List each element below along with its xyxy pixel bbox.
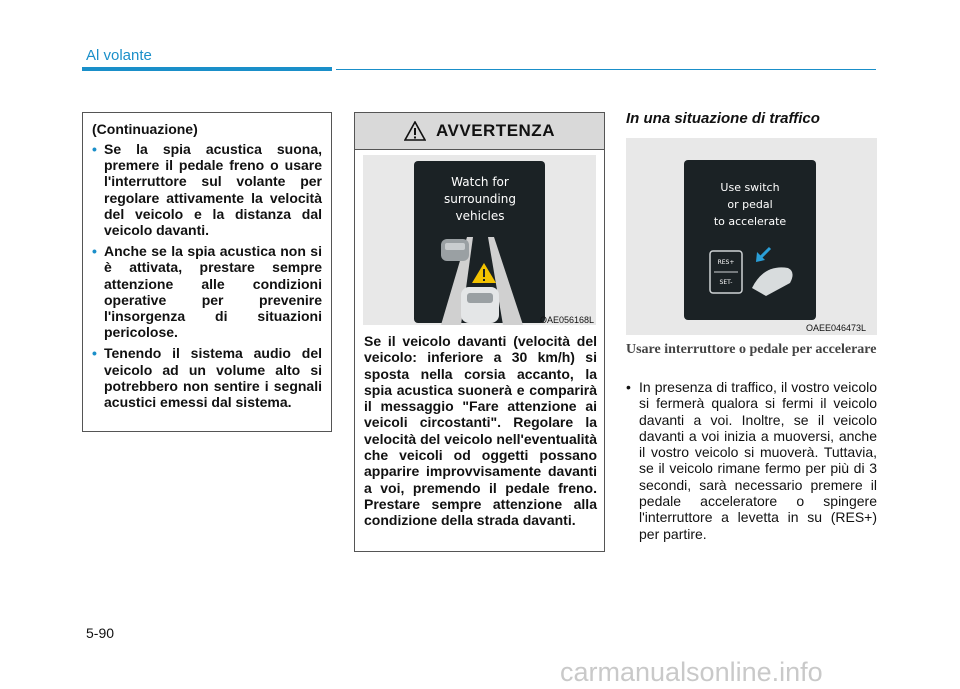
bullet-dot: • [92, 141, 97, 157]
page-number: 5-90 [86, 625, 115, 641]
traffic-section-title: In una situazione di traffico [626, 110, 820, 127]
front-car-icon [441, 239, 469, 261]
display-line: or pedal [727, 198, 773, 211]
display-line: vehicles [455, 209, 505, 223]
image-code: OAEE046473L [806, 323, 867, 333]
display-line: Watch for [451, 175, 509, 189]
list-item [92, 141, 322, 238]
list-item-text: Se la spia acustica suona, premere il pedale freno o usare l'interruttore sul volante per regolare attivamente la velocità del veicolo e la distanza dal veicolo davanti. [104, 141, 322, 239]
list-item [626, 379, 877, 542]
bullet-dot: • [626, 379, 631, 395]
display-line: surrounding [444, 192, 516, 206]
list-item [92, 345, 322, 410]
warning-triangle-icon [404, 121, 426, 141]
own-car-icon [461, 287, 499, 323]
header-rule-thick [82, 67, 332, 71]
warning-title: AVVERTENZA [436, 121, 555, 140]
header-rule-thin [336, 69, 876, 70]
continuation-heading: (Continuazione) [92, 121, 198, 137]
list-item-text: Tenendo il sistema audio del veicolo ad un volume alto si potrebbero non sentire i segnali acustici emessi dal sistema. [104, 345, 322, 411]
display-line: Use switch [720, 181, 780, 194]
warning-text: Se il veicolo davanti (velocità del veicolo: inferiore a 30 km/h) si sposta nella corsia accanto, la spia acustica suonerà e comparirà il messaggio "Fare attenzione ai veicoli circostanti". Regolare la velocità del veicolo nell'eventualità che veicoli od oggetti possano apparire improvvisamente davanti a voi, premendo il pedale freno. Prestare sempre attenzione alla condizione della strada davanti. [364, 333, 597, 529]
continuation-list [92, 141, 322, 410]
list-item-text: Anche se la spia acustica non si è attivata, prestare sempre attenzione alle condizioni operative per prevenire l'insorgenza di situazioni pericolose. [104, 243, 322, 341]
warning-header [355, 113, 604, 150]
list-item [92, 243, 322, 340]
warning-display-image [363, 155, 596, 325]
image-code: OAE056168L [539, 315, 594, 325]
accelerate-display-image [626, 138, 877, 335]
subsection-title: Usare interruttore o pedale per accelerare [626, 342, 877, 357]
traffic-list [626, 379, 877, 542]
warning-box [354, 112, 605, 552]
switch-label: SET- [719, 279, 733, 286]
list-item-text: In presenza di traffico, il vostro veicolo si fermerà qualora si fermi il veicolo davanti a voi. Inoltre, se il veicolo davanti a voi inizia a muoversi, anche il vostro veicolo si muoverà. Tuttavia, se il veicolo rimane fermo per più di 3 secondi, sarà necessario premere il pedale acceleratore o spingere l'interruttore a levetta in su (RES+) per partire. [639, 379, 877, 542]
bullet-dot: • [92, 345, 97, 362]
section-title: Al volante [86, 47, 152, 64]
continuation-box [82, 112, 332, 432]
display-line: to accelerate [713, 215, 787, 228]
switch-label: RES+ [717, 259, 735, 266]
watermark: carmanualsonline.info [560, 657, 823, 687]
bullet-dot: • [92, 243, 97, 260]
